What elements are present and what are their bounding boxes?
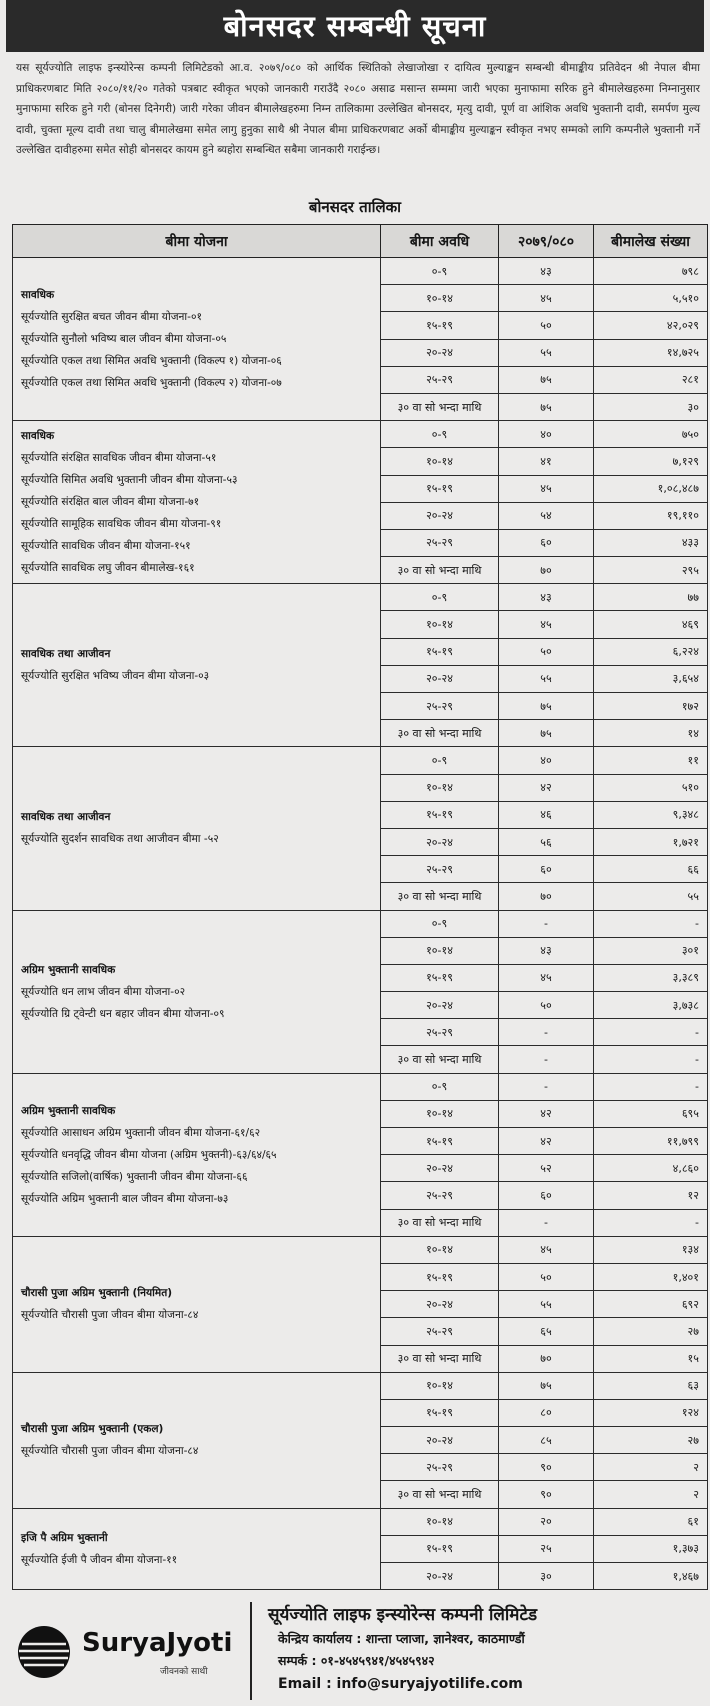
bonus-rate-cell: ७० <box>499 557 594 584</box>
term-cell: ३० वा सो भन्दा माथि <box>381 1345 499 1372</box>
term-cell: ०-९ <box>381 1073 499 1100</box>
term-cell: १५-१९ <box>381 1399 499 1426</box>
contact-email[interactable]: Email : info@suryajyotilife.com <box>278 1676 523 1692</box>
table-row <box>13 1073 708 1100</box>
bonus-rate-cell: ४० <box>499 421 594 448</box>
plan-cell <box>13 1508 381 1590</box>
table-row <box>13 258 708 285</box>
policy-count-cell: - <box>594 910 708 937</box>
plan-category: चौरासी पुजा अग्रिम भुक्तानी (नियमित) <box>21 1287 173 1300</box>
policy-count-cell: २७ <box>594 1318 708 1345</box>
bonus-rate-cell: ४५ <box>499 1236 594 1263</box>
plan-name: सूर्यज्योति धन लाभ जीवन बीमा योजना-०२ <box>21 985 186 998</box>
plan-category: सावधिक तथा आजीवन <box>21 811 111 824</box>
column-header-plan: बीमा योजना <box>13 225 381 258</box>
policy-count-cell: ७,१२९ <box>594 448 708 475</box>
logo-tagline: जीवनको साथी <box>160 1667 208 1677</box>
bonus-rate-cell: ७५ <box>499 393 594 420</box>
policy-count-cell: ३,६५४ <box>594 665 708 692</box>
plan-cell <box>13 1236 381 1372</box>
policy-count-cell: २७ <box>594 1427 708 1454</box>
bonus-rate-cell: ८५ <box>499 1427 594 1454</box>
bonus-rate-cell: ४६ <box>499 801 594 828</box>
policy-count-cell: - <box>594 1073 708 1100</box>
plan-cell <box>13 584 381 747</box>
policy-count-cell: १९,११० <box>594 502 708 529</box>
policy-count-cell: ६३ <box>594 1372 708 1399</box>
plan-name: सूर्यज्योति संरक्षित बाल जीवन बीमा योजना-७१ <box>21 496 200 509</box>
office-address: केन्द्रिय कार्यालय : शान्ता प्लाजा, ज्ञानेश्वर, काठमाण्डौं <box>278 1631 525 1646</box>
policy-count-cell: ३० <box>594 393 708 420</box>
policy-count-cell: ६९५ <box>594 1100 708 1127</box>
term-cell: २०-२४ <box>381 992 499 1019</box>
bonus-rate-cell: ६५ <box>499 1318 594 1345</box>
plan-name: सूर्यज्योति सजिलो(वार्षिक) भुक्तानी जीवन बीमा योजना-६६ <box>21 1170 248 1183</box>
plan-cell <box>13 1372 381 1508</box>
plan-category: अग्रिम भुक्तानी सावधिक <box>21 1104 116 1117</box>
bonus-rate-cell: ५५ <box>499 339 594 366</box>
policy-count-cell: ६,२२४ <box>594 638 708 665</box>
policy-count-cell: २८१ <box>594 366 708 393</box>
table-row <box>13 584 708 611</box>
term-cell: २०-२४ <box>381 1291 499 1318</box>
bonus-rate-cell: ५० <box>499 638 594 665</box>
term-cell: १०-१४ <box>381 774 499 801</box>
table-body <box>13 258 708 1590</box>
policy-count-cell: - <box>594 1046 708 1073</box>
term-cell: १५-१९ <box>381 475 499 502</box>
term-cell: १०-१४ <box>381 1508 499 1535</box>
policy-count-cell: - <box>594 1209 708 1236</box>
logo-wordmark: SuryaJyoti <box>82 1628 233 1658</box>
policy-count-cell: १,४६७ <box>594 1563 708 1590</box>
plan-name: सूर्यज्योति धनवृद्धि जीवन बीमा योजना (अग्रिम भुक्तनी)-६३/६४/६५ <box>21 1148 277 1161</box>
bonus-rate-cell: ३० <box>499 1563 594 1590</box>
policy-count-cell: ५,५१० <box>594 285 708 312</box>
term-cell: १५-१९ <box>381 312 499 339</box>
term-cell: ३० वा सो भन्दा माथि <box>381 1209 499 1236</box>
plan-name: सूर्यज्योति सावधिक लघु जीवन बीमालेख-१६१ <box>21 562 195 575</box>
term-cell: २०-२४ <box>381 1155 499 1182</box>
plan-name: सूर्यज्योति ग्रि ट्वेन्टी धन बहार जीवन बीमा योजना-०९ <box>21 1007 225 1020</box>
plan-name: सूर्यज्योति सामूहिक सावधिक जीवन बीमा योजना-९१ <box>21 518 222 531</box>
policy-count-cell: १,०८,४८७ <box>594 475 708 502</box>
policy-count-cell: ४२,०२९ <box>594 312 708 339</box>
plan-name: सूर्यज्योति सावधिक जीवन बीमा योजना-१५१ <box>21 540 191 553</box>
term-cell: २५-२९ <box>381 1454 499 1481</box>
policy-count-cell: ५१० <box>594 774 708 801</box>
term-cell: ३० वा सो भन्दा माथि <box>381 557 499 584</box>
bonus-rate-cell: ५२ <box>499 1155 594 1182</box>
footer <box>0 1596 698 1706</box>
bonus-rate-cell: ४१ <box>499 448 594 475</box>
bonus-rate-cell: ४० <box>499 747 594 774</box>
policy-count-cell: ४६९ <box>594 611 708 638</box>
bonus-rate-cell: ४३ <box>499 584 594 611</box>
plan-name: सूर्यज्योति चौरासी पुजा जीवन बीमा योजना-८४ <box>21 1445 199 1458</box>
bonus-rate-cell: ५० <box>499 1263 594 1290</box>
plan-cell <box>13 258 381 421</box>
plan-cell <box>13 747 381 910</box>
policy-count-cell: ४,८६० <box>594 1155 708 1182</box>
policy-count-cell: १,३७३ <box>594 1535 708 1562</box>
term-cell: २५-२९ <box>381 1182 499 1209</box>
policy-count-cell: १४ <box>594 720 708 747</box>
term-cell: २५-२९ <box>381 366 499 393</box>
column-header-bonus-rate: २०७९/०८० <box>499 225 594 258</box>
policy-count-cell: १३४ <box>594 1236 708 1263</box>
plan-name: सूर्यज्योति एकल तथा सिमित अवधि भुक्तानी (विकल्प १) योजना-०६ <box>21 355 282 368</box>
bonus-rate-cell: ७५ <box>499 720 594 747</box>
policy-count-cell: १७२ <box>594 693 708 720</box>
company-logo <box>10 1616 250 1686</box>
term-cell: २५-२९ <box>381 1318 499 1345</box>
bonus-rate-cell: ४५ <box>499 475 594 502</box>
policy-count-cell: १,७२१ <box>594 828 708 855</box>
policy-count-cell: ३,७३८ <box>594 992 708 1019</box>
bonus-rate-cell: ४३ <box>499 258 594 285</box>
bonus-rate-cell: ९० <box>499 1481 594 1508</box>
plan-category: सावधिक <box>21 289 55 302</box>
bonus-rate-cell: २५ <box>499 1535 594 1562</box>
term-cell: २५-२९ <box>381 1019 499 1046</box>
term-cell: १५-१९ <box>381 964 499 991</box>
policy-count-cell: ४३३ <box>594 529 708 556</box>
footer-divider <box>250 1602 252 1700</box>
term-cell: १०-१४ <box>381 1236 499 1263</box>
bonus-rate-cell: ४५ <box>499 964 594 991</box>
bonus-rate-cell: ६० <box>499 529 594 556</box>
term-cell: १५-१९ <box>381 1535 499 1562</box>
notice-title: बोनसदर सम्बन्धी सूचना <box>6 0 704 52</box>
term-cell: २०-२४ <box>381 665 499 692</box>
term-cell: २५-२९ <box>381 529 499 556</box>
plan-category: चौरासी पुजा अग्रिम भुक्तानी (एकल) <box>21 1423 164 1436</box>
term-cell: २५-२९ <box>381 693 499 720</box>
policy-count-cell: ६१ <box>594 1508 708 1535</box>
bonus-rate-cell: ८० <box>499 1399 594 1426</box>
table-row <box>13 421 708 448</box>
plan-category: अग्रिम भुक्तानी सावधिक <box>21 963 116 976</box>
term-cell: १०-१४ <box>381 1100 499 1127</box>
term-cell: ३० वा सो भन्दा माथि <box>381 883 499 910</box>
table-row <box>13 1508 708 1535</box>
term-cell: २०-२४ <box>381 1427 499 1454</box>
term-cell: २०-२४ <box>381 502 499 529</box>
plan-category: इजि पै अग्रिम भुक्तानी <box>21 1531 108 1544</box>
term-cell: १५-१९ <box>381 1128 499 1155</box>
bonus-rate-cell: ६० <box>499 856 594 883</box>
bonus-rate-table <box>12 224 708 1590</box>
term-cell: १०-१४ <box>381 285 499 312</box>
plan-name: सूर्यज्योति एकल तथा सिमित अवधि भुक्तानी (विकल्प २) योजना-०७ <box>21 377 282 390</box>
policy-count-cell: ९,३४८ <box>594 801 708 828</box>
policy-count-cell: १,४०१ <box>594 1263 708 1290</box>
table-row <box>13 1236 708 1263</box>
term-cell: २५-२९ <box>381 856 499 883</box>
term-cell: १०-१४ <box>381 611 499 638</box>
policy-count-cell: ७७ <box>594 584 708 611</box>
table-header-row <box>13 225 708 258</box>
bonus-rate-cell: ९० <box>499 1454 594 1481</box>
bonus-rate-cell: - <box>499 910 594 937</box>
plan-name: सूर्यज्योति आसाधन अग्रिम भुक्तानी जीवन बीमा योजना-६१/६२ <box>21 1126 261 1139</box>
policy-count-cell: २९५ <box>594 557 708 584</box>
bonus-rate-cell: ७० <box>499 883 594 910</box>
plan-cell <box>13 421 381 584</box>
policy-count-cell: २ <box>594 1454 708 1481</box>
column-header-policy-count: बीमालेख संख्या <box>594 225 708 258</box>
term-cell: ०-९ <box>381 258 499 285</box>
bonus-rate-cell: ५० <box>499 992 594 1019</box>
policy-count-cell: ११ <box>594 747 708 774</box>
term-cell: ०-९ <box>381 910 499 937</box>
bonus-rate-cell: ५५ <box>499 1291 594 1318</box>
bonus-rate-cell: ४२ <box>499 774 594 801</box>
policy-count-cell: ११,७९९ <box>594 1128 708 1155</box>
term-cell: १५-१९ <box>381 1263 499 1290</box>
table-row <box>13 1372 708 1399</box>
term-cell: ३० वा सो भन्दा माथि <box>381 1481 499 1508</box>
plan-name: सूर्यज्योति संरक्षित सावधिक जीवन बीमा योजना-५१ <box>21 452 217 465</box>
term-cell: ३० वा सो भन्दा माथि <box>381 1046 499 1073</box>
contact-phone: सम्पर्क : ०१-४५४५९४१/४५४५९४२ <box>278 1653 435 1668</box>
bonus-rate-cell: २० <box>499 1508 594 1535</box>
term-cell: १०-१४ <box>381 937 499 964</box>
table-row <box>13 910 708 937</box>
plan-name: सूर्यज्योति सुदर्शन सावधिक तथा आजीवन बीमा -५२ <box>21 833 219 846</box>
column-header-term: बीमा अवधि <box>381 225 499 258</box>
company-name: सूर्यज्योति लाइफ इन्स्योरेन्स कम्पनी लिमिटेड <box>268 1605 538 1625</box>
term-cell: ०-९ <box>381 584 499 611</box>
term-cell: २०-२४ <box>381 1563 499 1590</box>
plan-name: सूर्यज्योति ईजी पै जीवन बीमा योजना-११ <box>21 1553 178 1566</box>
bonus-rate-cell: - <box>499 1019 594 1046</box>
bonus-rate-cell: ६० <box>499 1182 594 1209</box>
plan-name: सूर्यज्योति अग्रिम भुक्तानी बाल जीवन बीमा योजना-७३ <box>21 1192 229 1205</box>
term-cell: ०-९ <box>381 747 499 774</box>
bonus-rate-cell: ५६ <box>499 828 594 855</box>
policy-count-cell: १२ <box>594 1182 708 1209</box>
plan-name: सूर्यज्योति सुरक्षित भविष्य जीवन बीमा योजना-०३ <box>21 670 210 683</box>
policy-count-cell: ७९८ <box>594 258 708 285</box>
bonus-rate-cell: ४२ <box>499 1100 594 1127</box>
policy-count-cell: - <box>594 1019 708 1046</box>
bonus-rate-cell: ७५ <box>499 1372 594 1399</box>
table-row <box>13 747 708 774</box>
plan-category: सावधिक तथा आजीवन <box>21 648 111 661</box>
table-caption: बोनसदर तालिका <box>308 198 402 216</box>
term-cell: ०-९ <box>381 421 499 448</box>
plan-category: सावधिक <box>21 430 55 443</box>
plan-cell <box>13 910 381 1073</box>
term-cell: १५-१९ <box>381 801 499 828</box>
bonus-rate-cell: ५५ <box>499 665 594 692</box>
policy-count-cell: २ <box>594 1481 708 1508</box>
term-cell: ३० वा सो भन्दा माथि <box>381 393 499 420</box>
policy-count-cell: ३,३८९ <box>594 964 708 991</box>
bonus-rate-cell: ५० <box>499 312 594 339</box>
notice-intro: यस सूर्यज्योति लाइफ इन्स्योरेन्स कम्पनी लिमिटेडको आ.व. २०७९/०८० को आर्थिक स्थितिको लेखाजोखा र दायित्व मुल्याङ्कन सम्बन्धी बीमाङ्कीय प्रतिवेदन श्री नेपाल बीमा प्राधिकरणबाट मिति २०८०/११/२० गतेको पत्रबाट स्वीकृत भएको जानकारी गराउँदै २०८० असाढ मसान्त सम्ममा जारी भएका मुनाफामा सरिक हुने बीमालेखहरुमा निम्नानुसार मुनाफामा सरिक हुने गरी (बोनस दिनेगरी) जारी गरेका जीवन बीमालेखहरुमा निम्न तालिकामा उल्लेखित बोनसदर, मृत्यु दावी, पूर्ण वा आंशिक अवधि भुक्तानी दावी, समर्पण मुल्य दावी, चुक्ता मूल्य दावी तथा चालु बीमालेखमा समेत लागु हुनुका साथै श्री नेपाल बीमा प्राधिकरणबाट अर्को बीमाङ्कीय मुल्याङ्कन स्वीकृत नभए सम्मको लागि कम्पनीले भुक्तानी गर्ने उल्लेखित दावीहरुमा समेत सोही बोनसदर कायम हुने ब्यहोरा सम्बन्धित सबैमा जानकारी गराईन्छ। <box>16 62 700 156</box>
plan-name: सूर्यज्योति सुनौलो भविष्य बाल जीवन बीमा योजना-०५ <box>21 333 227 346</box>
policy-count-cell: ५५ <box>594 883 708 910</box>
bonus-rate-cell: ५४ <box>499 502 594 529</box>
plan-name: सूर्यज्योति सुरक्षित बचत जीवन बीमा योजना-०१ <box>21 311 203 324</box>
bonus-rate-cell: - <box>499 1046 594 1073</box>
bonus-rate-cell: ७५ <box>499 693 594 720</box>
bonus-rate-cell: - <box>499 1209 594 1236</box>
bonus-rate-cell: - <box>499 1073 594 1100</box>
term-cell: १५-१९ <box>381 638 499 665</box>
term-cell: ३० वा सो भन्दा माथि <box>381 720 499 747</box>
bonus-rate-cell: ७० <box>499 1345 594 1372</box>
bonus-rate-cell: ७५ <box>499 366 594 393</box>
term-cell: २०-२४ <box>381 339 499 366</box>
sun-logo-icon <box>16 1624 72 1680</box>
policy-count-cell: ७५० <box>594 421 708 448</box>
bonus-rate-cell: ४३ <box>499 937 594 964</box>
plan-name: सूर्यज्योति सिमित अवधि भुक्तानी जीवन बीमा योजना-५३ <box>21 474 238 487</box>
term-cell: १०-१४ <box>381 1372 499 1399</box>
policy-count-cell: १५ <box>594 1345 708 1372</box>
policy-count-cell: १४,७२५ <box>594 339 708 366</box>
plan-name: सूर्यज्योति चौरासी पुजा जीवन बीमा योजना-८४ <box>21 1309 199 1322</box>
bonus-rate-cell: ४५ <box>499 611 594 638</box>
bonus-rate-cell: ४२ <box>499 1128 594 1155</box>
term-cell: १०-१४ <box>381 448 499 475</box>
plan-cell <box>13 1073 381 1236</box>
term-cell: २०-२४ <box>381 828 499 855</box>
policy-count-cell: १२४ <box>594 1399 708 1426</box>
policy-count-cell: ६९२ <box>594 1291 708 1318</box>
policy-count-cell: ३०१ <box>594 937 708 964</box>
policy-count-cell: ६६ <box>594 856 708 883</box>
bonus-rate-cell: ४५ <box>499 285 594 312</box>
